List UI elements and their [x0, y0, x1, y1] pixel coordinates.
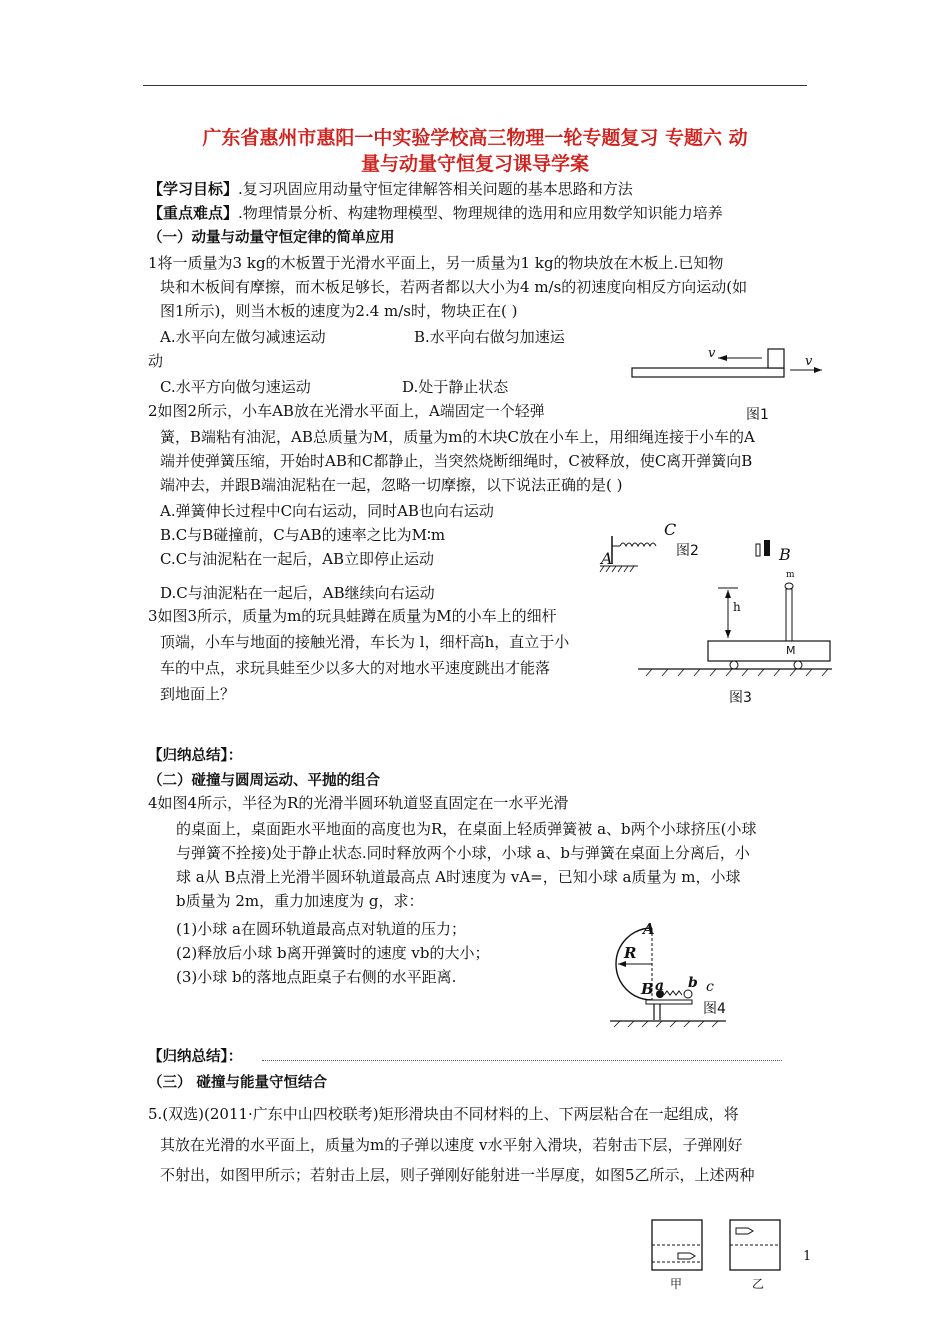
- header-rule: [143, 85, 807, 86]
- q5-line-2: 其放在光滑的水平面上，质量为m的子弹以速度 v水平射入滑块，若射击下层，子弹刚好: [160, 1136, 743, 1154]
- figure-2-caption: 图2: [676, 543, 699, 559]
- q1-option-a: A.水平向左做匀减速运动: [160, 328, 326, 346]
- figure-1-board-block: [630, 340, 830, 400]
- figure-4-label-a-ball: a: [655, 978, 665, 994]
- figure-2-label-a: A: [601, 549, 613, 568]
- q1-line-2: 块和木板间有摩擦，而木板足够长，若两者都以大小为4 m/s的初速度向相反方向运动(如: [160, 278, 748, 296]
- q4-subquestion-2: (2)释放后小球 b离开弹簧时的速度 vb的大小；: [176, 944, 490, 962]
- q1-line-1: 1将一质量为3 kg的木板置于光滑水平面上，另一质量为1 kg的物块放在木板上.已知物: [148, 254, 724, 272]
- q4-subquestion-1: (1)小球 a在圆环轨道最高点对轨道的压力；: [176, 920, 466, 938]
- figure-1-velocity-right: v: [805, 354, 813, 369]
- q4-subquestion-3: (3)小球 b的落地点距桌子右侧的水平距离.: [176, 968, 457, 986]
- q4-line-1: 4如图4所示，半径为R的光滑半圆环轨道竖直固定在一水平光滑: [148, 794, 569, 812]
- figure-3-label-h: h: [733, 600, 741, 614]
- q4-line-3: 与弹簧不拴接)处于静止状态.同时释放两个小球，小球 a、b与弹簧在桌面上分离后，小: [176, 844, 750, 862]
- q1-option-d: D.处于静止状态: [402, 378, 509, 396]
- figure-3-caption: 图3: [729, 690, 752, 706]
- document-title-line2: 量与动量守恒复习课导学案: [360, 153, 589, 175]
- section3-title: （三） 碰撞与能量守恒结合: [148, 1075, 328, 1091]
- figure-3-frog-cart: [632, 576, 832, 686]
- figure-2-cart-spring: [598, 524, 808, 578]
- q1-line-3: 图1所示)，则当木板的速度为2.4 m/s时，物块正在( ): [160, 302, 518, 320]
- objectives-label: 【学习目标】: [148, 180, 239, 198]
- figure-4-label-c: c: [706, 979, 714, 995]
- figure-4-label-b: B: [641, 980, 654, 998]
- summary1-label: 【归纳总结】：: [148, 748, 243, 764]
- section1-title: （一）动量与动量守恒定律的简单应用: [148, 230, 395, 246]
- figure-2-label-b: B: [779, 545, 791, 564]
- q2-line-4: 端冲去，并跟B端油泥粘在一起，忽略一切摩擦，以下说法正确的是( ): [160, 476, 623, 494]
- figure-4-label-a-top: A: [643, 920, 655, 938]
- q3-line-1: 3如图3所示，质量为m的玩具蛙蹲在质量为M的小车上的细杆: [148, 607, 557, 625]
- keypoints-label: 【重点难点】: [148, 204, 239, 222]
- figure-4-caption: 图4: [703, 1001, 726, 1017]
- objectives: [148, 178, 633, 200]
- q3-line-2: 顶端，小车与地面的接触光滑，车长为 l，细杆高h，直立于小: [160, 633, 570, 651]
- figure-3-label-small-m: m: [786, 570, 795, 580]
- figure-3-label-big-m: M: [786, 644, 796, 657]
- q4-line-2: 的桌面上，桌面距水平地面的高度也为R，在桌面上轻质弹簧被 a、b两个小球挤压(小球: [176, 820, 757, 838]
- q2-option-d: D.C与油泥粘在一起后，AB继续向右运动: [160, 584, 435, 602]
- figure-1-caption: 图1: [746, 407, 769, 423]
- q4-line-4: 球 a从 B点滑上光滑半圆环轨道最高点 A时速度为 vA=，已知小球 a质量为 m，小球: [176, 868, 741, 886]
- q1-option-b: B.水平向右做匀加速运: [414, 328, 565, 346]
- summary2-answer-line: [262, 1060, 782, 1061]
- figure-5-label-jia: 甲: [670, 1277, 683, 1291]
- q2-line-2: 簧，B端粘有油泥，AB总质量为M，质量为m的木块C放在小车上，用细绳连接于小车的A: [160, 428, 755, 446]
- q1-option-b-continued: 动: [148, 352, 164, 370]
- q2-line-3: 端并使弹簧压缩，开始时AB和C都静止，当突然烧断细绳时，C被释放，使C离开弹簧向B: [160, 452, 753, 470]
- figure-2-label-c: C: [664, 520, 677, 539]
- objectives-text: .复习巩固应用动量守恒定律解答相关问题的基本思路和方法: [238, 180, 633, 198]
- figure-4-label-b-ball: b: [688, 975, 698, 991]
- q5-line-1: 5.(双选)(2011·广东中山四校联考)矩形滑块由不同材料的上、下两层粘合在一起组成，将: [148, 1105, 739, 1123]
- figure-4-label-r: R: [624, 944, 637, 962]
- page-number: 1: [803, 1249, 812, 1264]
- section2-title: （二）碰撞与圆周运动、平抛的组合: [148, 773, 380, 789]
- q2-line-1: 2如图2所示，小车AB放在光滑水平面上，A端固定一个轻弹: [148, 402, 545, 420]
- keypoints: [148, 202, 723, 224]
- q5-line-3: 不射出，如图甲所示；若射击上层，则子弹刚好能射进一半厚度，如图5乙所示，上述两种: [160, 1166, 755, 1184]
- summary2-label: 【归纳总结】：: [148, 1049, 243, 1065]
- q2-option-c: C.C与油泥粘在一起后，AB立即停止运动: [160, 550, 435, 568]
- q3-line-4: 到地面上？: [160, 685, 236, 703]
- q2-option-b: B.C与B碰撞前，C与AB的速率之比为M∶m: [160, 526, 446, 544]
- q1-option-c: C.水平方向做匀速运动: [160, 378, 311, 396]
- keypoints-text: .物理情景分析、构建物理模型、物理规律的选用和应用数学知识能力培养: [238, 204, 723, 222]
- figure-1-velocity-left: v: [708, 346, 716, 361]
- q3-line-3: 车的中点，求玩具蛙至少以多大的对地水平速度跳出才能落: [160, 659, 551, 677]
- figure-5-label-yi: 乙: [752, 1277, 765, 1291]
- document-title-line1: 广东省惠州市惠阳一中实验学校高三物理一轮专题复习 专题六 动: [202, 127, 748, 149]
- q4-line-5: b质量为 2m，重力加速度为 g，求：: [176, 892, 424, 910]
- q2-option-a: A.弹簧伸长过程中C向右运动，同时AB也向右运动: [160, 502, 494, 520]
